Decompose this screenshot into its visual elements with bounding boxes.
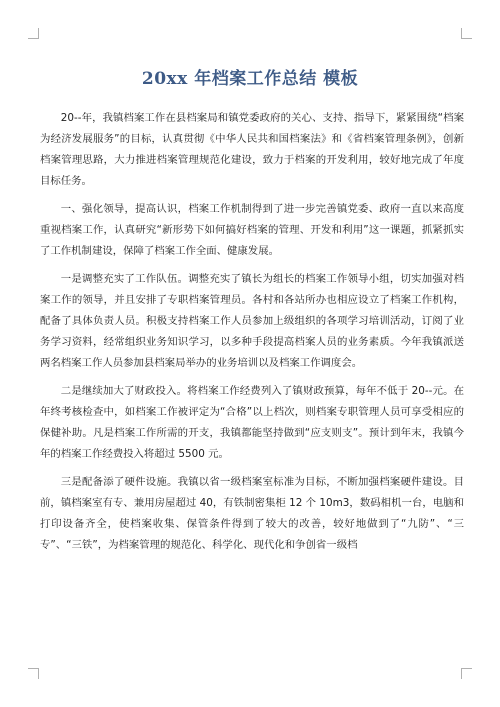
paragraph-funding: 二是继续加大了财政投入。将档案工作经费列入了镇财政预算，每年不低于 20--元。在年终考核检查中，如档案工作被评定为“合格”以上档次，则档案专职管理人员可享受相应的保健补助。凡是档案工作所需的开支，我镇都能坚持做到“应支则支”。预计到年末，我镇今年的档案工作经费投入将超过 5500 元。 bbox=[40, 385, 464, 460]
paragraph-section-1: 一、强化领导，提高认识，档案工作机制得到了进一步完善镇党委、政府一直以来高度重视档案工作，认真研究“新形势下如何搞好档案的管理、开发和利用”这一课题，抓紧抓实了工作机制建设，保障了档案工作全面、健康发展。 bbox=[40, 203, 464, 257]
paragraph-staffing: 一是调整充实了工作队伍。调整充实了镇长为组长的档案工作领导小组，切实加强对档案工作的领导，并且安排了专职档案管理员。各村和各站所办也相应设立了档案工作机构，配备了具体负责人员。积极支持档案工作人员参加上级组织的各项学习培训活动，订阅了业务学习资料，经常组织业务知识学习，以多种手段提高档案人员的业务素质。今年我镇派送两名档案工作人员参加县档案局举办的业务培训以及档案工作调度会。 bbox=[40, 273, 464, 369]
document-body bbox=[40, 108, 464, 563]
crop-mark-top-left bbox=[28, 28, 39, 39]
crop-mark-bottom-left bbox=[28, 668, 39, 679]
crop-mark-top-right bbox=[461, 28, 472, 39]
paragraph-intro: 20--年，我镇档案工作在县档案局和镇党委政府的关心、支持、指导下，紧紧围绕“档案为经济发展服务”的目标，认真贯彻《中华人民共和国档案法》和《省档案管理条例》，创新档案管理思路，大力推进档案管理规范化建设，致力于档案的开发利用，较好地完成了年度目标任务。 bbox=[40, 112, 464, 187]
paragraph-facilities: 三是配备添了硬件设施。我镇以省一级档案室标准为目标，不断加强档案硬件建设。目前，镇档案室有专、兼用房屋超过 40，有铁制密集柜 12 个 10m3，数码相机一台，电脑和打印设备齐全，使档案收集、保管条件得到了较大的改善，较好地做到了“九防”、“三专”、“三铁”，为档案管理的规范化、科学化、现代化和争创省一级档 bbox=[40, 476, 464, 551]
crop-mark-bottom-right bbox=[461, 668, 472, 679]
document-title: 20xx 年档案工作总结 模板 bbox=[141, 69, 359, 89]
